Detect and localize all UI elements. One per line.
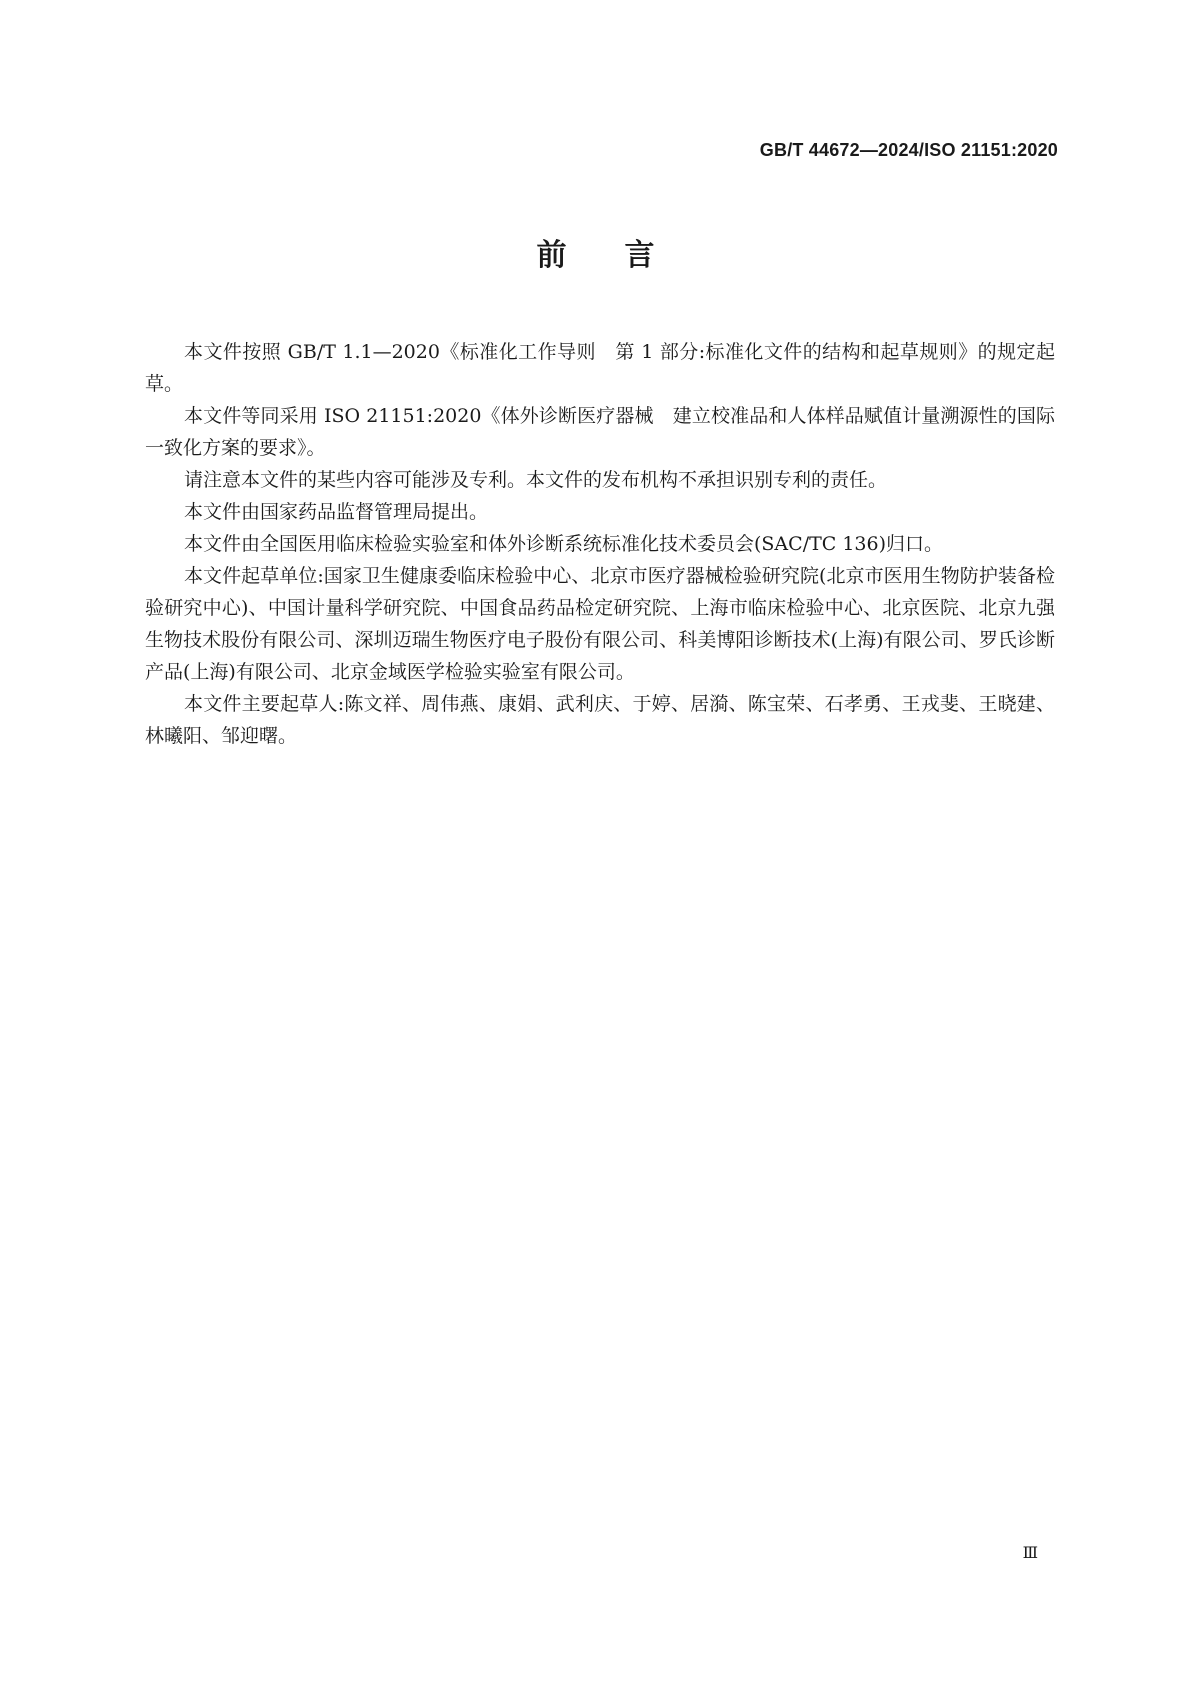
page-number: Ⅲ: [1022, 1543, 1038, 1562]
paragraph-iso-adoption: 本文件等同采用 ISO 21151:2020《体外诊断医疗器械 建立校准品和人体样品赋值计量溯源性的国际一致化方案的要求》。: [145, 405, 1055, 459]
paragraph-patent-notice: 请注意本文件的某些内容可能涉及专利。本文件的发布机构不承担识别专利的责任。: [184, 469, 888, 491]
page-title: 前言: [536, 238, 713, 273]
document-standard-number: GB/T 44672—2024/ISO 21151:2020: [759, 140, 1058, 160]
paragraph-proposer: 本文件由国家药品监督管理局提出。: [184, 501, 489, 523]
paragraph-technical-committee: 本文件由全国医用临床检验实验室和体外诊断系统标准化技术委员会(SAC/TC 136)归口。: [184, 533, 944, 555]
paragraph-drafting-organizations: 本文件起草单位:国家卫生健康委临床检验中心、北京市医疗器械检验研究院(北京市医用生物防护装备检验研究中心)、中国计量科学研究院、中国食品药品检定研究院、上海市临床检验中心、北京医院、北京九强生物技术股份有限公司、深圳迈瑞生物医疗电子股份有限公司、科美博阳诊断技术(上海)有限公司、罗氏诊断产品(上海)有限公司、北京金域医学检验实验室有限公司。: [145, 565, 1055, 683]
paragraph-main-drafters: 本文件主要起草人:陈文祥、周伟燕、康娟、武利庆、于婷、居漪、陈宝荣、石孝勇、王戎斐、王晓建、林曦阳、邹迎曙。: [145, 693, 1055, 747]
foreword-body: [145, 336, 1055, 752]
paragraph-drafting-rules: 本文件按照 GB/T 1.1—2020《标准化工作导则 第 1 部分:标准化文件的结构和起草规则》的规定起草。: [145, 341, 1055, 395]
